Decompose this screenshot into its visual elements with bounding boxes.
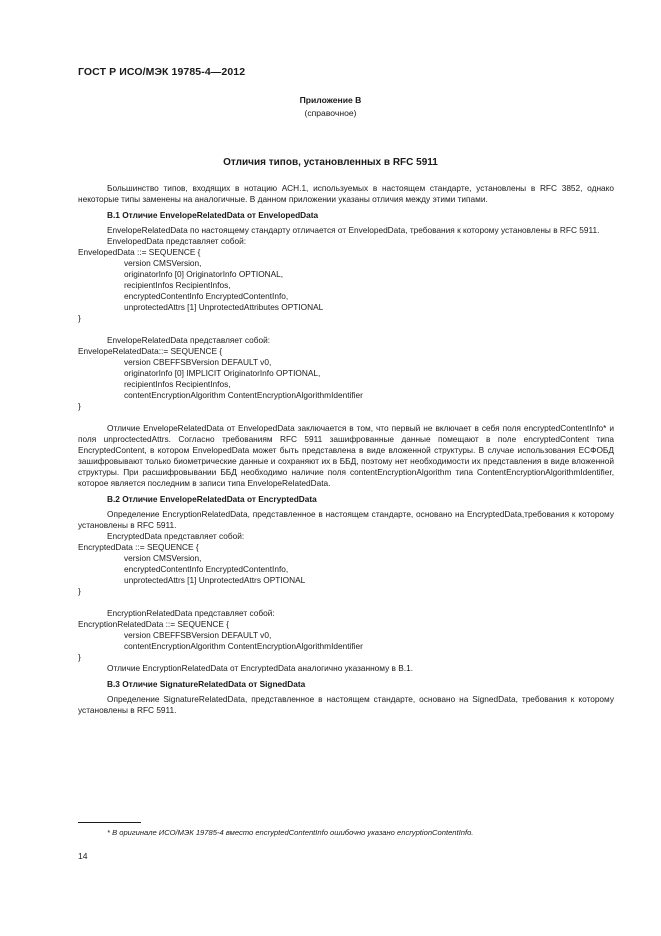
b2-encrypted-intro: EncryptedData представляет собой: xyxy=(107,531,245,541)
code-line: encryptedContentInfo EncryptedContentInfo, xyxy=(124,291,289,301)
encrypted-data-code xyxy=(78,542,614,597)
code-line: unprotectedAttrs [1] UnprotectedAttrs OPTIONAL xyxy=(124,575,306,585)
code-line: contentEncryptionAlgorithm ContentEncryptionAlgorithmIdentifier xyxy=(124,641,363,651)
code-line: recipientInfos RecipientInfos, xyxy=(124,379,231,389)
document-body xyxy=(78,183,614,716)
footnote: * В оригинале ИСО/МЭК 19785-4 вместо encryptedContentInfo ошибочно указано encryptionContentInfo. xyxy=(107,828,474,837)
encryption-related-data-code xyxy=(78,619,614,663)
code-line: EncryptedData ::= SEQUENCE { xyxy=(78,542,199,552)
code-line: recipientInfos RecipientInfos, xyxy=(124,280,231,290)
b1-envrel-intro: EnvelopeRelatedData представляет собой: xyxy=(107,335,271,345)
b2-paragraph-1: Определение EncryptionRelatedData, представленное в настоящем стандарте, основано на EncryptedData,требования к которому установлены в RFC 5911. xyxy=(78,509,614,530)
code-line: } xyxy=(78,313,81,323)
b2-encrel-intro: EncryptionRelatedData представляет собой: xyxy=(107,608,275,618)
code-line: } xyxy=(78,652,81,662)
code-line: unprotectedAttrs [1] UnprotectedAttributes OPTIONAL xyxy=(124,302,324,312)
code-line: EncryptionRelatedData ::= SEQUENCE { xyxy=(78,619,230,629)
section-b3-heading: В.3 Отличие SignatureRelatedData от SignedData xyxy=(107,679,306,689)
code-line: } xyxy=(78,586,81,596)
code-line: version CMSVersion, xyxy=(124,258,202,268)
b3-paragraph-1: Определение SignatureRelatedData, представленное в настоящем стандарте, основано на SignedData, требования к которому установлены в RFC 5911. xyxy=(78,694,614,715)
b1-enveloped-intro: EnvelopedData представляет собой: xyxy=(107,236,247,246)
code-line: version CBEFFSBVersion DEFAULT v0, xyxy=(124,357,272,367)
b1-paragraph-2: Отличие EnvelopeRelatedData от EnvelopedData заключается в том, что первый не включает в себя поля encryptedContentInfo* и поля unproctectedAttrs. Согласно требованиям RFC 5911 зашифрованные данные помещают в поле encryptedContent типа EncryptedContent, в котором EnvelopedData может быть представлена в виде вложенной структуры. В случае использования ЕСФОБД зашифровывают только биометрические данные и сохраняют их в ББД, поэтому нет необходимости их представления в виде вложенной структуры. При расшифровывании ББД необходимо наличие поля contentEncryptionAlgorithm типа ContentEncryptionAlgorithmIdentifier, которое является последним в записи типа EnvelopeRelatedData. xyxy=(78,423,614,488)
footnote-separator xyxy=(78,822,141,823)
code-line: originatorInfo [0] IMPLICIT OriginatorInfo OPTIONAL, xyxy=(124,368,321,378)
code-line: contentEncryptionAlgorithm ContentEncryptionAlgorithmIdentifier xyxy=(124,390,363,400)
section-b1-heading: В.1 Отличие EnvelopeRelatedData от EnvelopedData xyxy=(107,210,319,220)
code-line: EnvelopedData ::= SEQUENCE { xyxy=(78,247,201,257)
b1-paragraph-1: EnvelopeRelatedData по настоящему стандарту отличается от EnvelopedData, требования к которому установлены в RFC 5911. xyxy=(107,225,600,235)
code-line: } xyxy=(78,401,81,411)
enveloped-data-code xyxy=(78,247,614,324)
page-number: 14 xyxy=(78,851,88,861)
annex-heading: Отличия типов, установленных в RFC 5911 xyxy=(223,157,438,168)
intro-paragraph: Большинство типов, входящих в нотацию АСН.1, используемых в настоящем стандарте, установлены в RFC 3852, однако некоторые типы заменены на аналогичные. В данном приложении указаны отличия между этими типами. xyxy=(78,183,614,204)
section-b2-heading: В.2 Отличие EnvelopeRelatedData от EncryptedData xyxy=(107,494,317,504)
b2-paragraph-2: Отличие EncryptionRelatedData от EncryptedData аналогично указанному в В.1. xyxy=(107,663,414,673)
annex-title: Приложение В xyxy=(299,95,362,105)
code-line: EnvelopeRelatedData::= SEQUENCE { xyxy=(78,346,223,356)
annex-subtitle: (справочное) xyxy=(304,108,357,118)
standard-header: ГОСТ Р ИСО/МЭК 19785-4—2012 xyxy=(78,66,246,78)
code-line: version CBEFFSBVersion DEFAULT v0, xyxy=(124,630,272,640)
code-line: encryptedContentInfo EncryptedContentInfo, xyxy=(124,564,289,574)
code-line: originatorInfo [0] OriginatorInfo OPTIONAL, xyxy=(124,269,284,279)
code-line: version CMSVersion, xyxy=(124,553,202,563)
envelope-related-data-code xyxy=(78,346,614,412)
